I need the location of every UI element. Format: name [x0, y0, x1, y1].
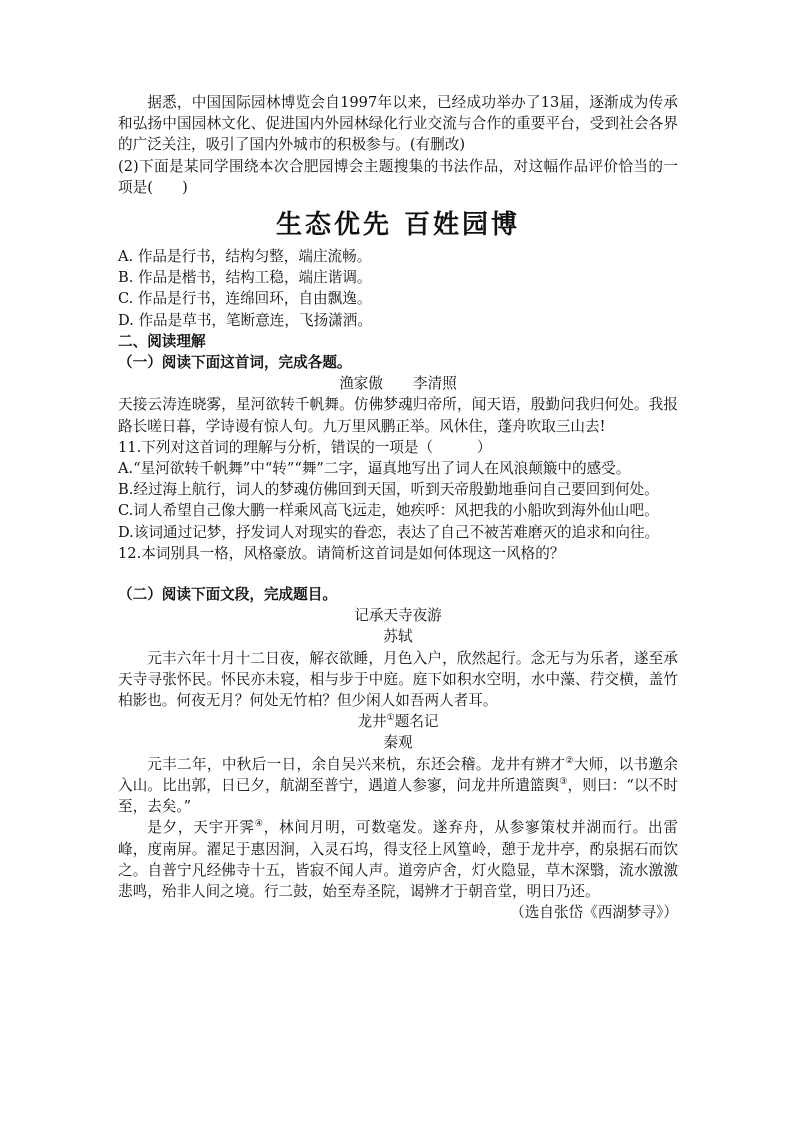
- intro-paragraph: 据悉，中国国际园林博览会自1997年以来，已经成功举办了13届，逐渐成为传承和弘扬中国园林文化、促进国内外园林绿化行业交流与合作的重要平台，受到社会各界的广泛关注，吸引了国内外城市的积极参与。(有删改): [118, 94, 678, 154]
- text2-p2-a: 是夕，天宇开霁: [147, 819, 255, 837]
- source-citation: （选自张岱《西湖梦寻》）: [510, 904, 678, 922]
- footnote-marker-1: ①: [386, 713, 395, 724]
- text2-title-b: 题名记: [394, 713, 439, 731]
- poem-title: 渔家傲: [339, 375, 383, 393]
- question-11: 11.下列对这首词的理解与分析，错误的一项是（ ）: [118, 438, 492, 456]
- text1-title: 记承天寺夜游: [354, 607, 442, 625]
- text2-author: 秦观: [383, 734, 413, 752]
- poem-body: 天接云涛连晓雾，星河欲转千帆舞。仿佛梦魂归帝所，闻天语，殷勤问我归何处。我报路长嗟日暮，学诗谩有惊人句。九万里风鹏正举。风休住，蓬舟吹取三山去!: [118, 396, 678, 435]
- part2-heading: （二）阅读下面文段，完成题目。: [118, 586, 337, 604]
- q11-option-c: C.词人希望自己像大鹏一样乘风高飞远走，她疾呼：风把我的小船吹到海外仙山吧。: [118, 502, 659, 520]
- text2-paragraph-1: [118, 754, 678, 818]
- text1-body: 元丰六年十月十二日夜，解衣欲睡，月色入户，欣然起行。念无与为乐者，遂至承天寺寻张怀民。怀民亦未寝，相与步于中庭。庭下如积水空明，水中藻、荇交横，盖竹柏影也。何夜无月？何处无竹柏？但少闲人如吾两人者耳。: [118, 649, 678, 710]
- section-heading: 二、阅读理解: [118, 332, 206, 350]
- q2-option-b: B. 作品是楷书，结构工稳，端庄谐调。: [118, 269, 372, 287]
- poem-title-line: [118, 373, 678, 394]
- footnote-marker-2: ②: [565, 755, 574, 766]
- text2-p1-a: 元丰二年，中秋后一日，余自吴兴来杭，东还会稽。龙井有辨才: [147, 755, 566, 773]
- text2-paragraph-2: [118, 817, 678, 902]
- answer-space: [118, 564, 678, 584]
- q11-option-d: D.该词通过记梦，抒发词人对现实的眷恋，表达了自己不被苦难磨灭的追求和向往。: [118, 523, 660, 541]
- q2-option-c: C. 作品是行书，连绵回环，自由飘逸。: [118, 290, 372, 308]
- footnote-marker-4: ④: [254, 819, 264, 830]
- text2-p2-b: ，林间月明，可数毫发。遂弃舟，从参寥策杖并湖而行。出雷峰，度南屏。濯足于惠因涧，入灵石坞，得支径上风篁岭，憩于龙井亭，酌泉据石而饮之。自普宁凡经佛寺十五，皆寂不闻人声。道旁庐舍，灯火隐显，草木深翳，流水激激悲鸣，殆非人间之境。行二鼓，始至寿圣院，谒辨才于朝音堂，明日乃还。: [118, 819, 678, 900]
- text2-p1-b: 大师，以书邀余入山。比出郭，日已夕，航湖至普宁，遇道人参寥，问龙井所遣篮舆: [118, 755, 678, 794]
- calligraphy-image: 生态优先 百姓园博: [275, 210, 521, 241]
- text1-author: 苏轼: [383, 628, 413, 646]
- text2-title-a: 龙井: [357, 713, 387, 731]
- document-page: [118, 92, 678, 923]
- text2-title: [118, 711, 678, 732]
- q11-option-a: A.“星河欲转千帆舞”中“转”“舞”二字，逼真地写出了词人在风浪颠簸中的感受。: [118, 460, 631, 478]
- question-12: 12.本词别具一格，风格豪放。请简析这首词是如何体现这一风格的？: [118, 544, 565, 562]
- poem-author: 李清照: [413, 375, 457, 393]
- footnote-marker-3: ③: [559, 777, 568, 788]
- q2-option-a: A. 作品是行书，结构匀整，端庄流畅。: [118, 248, 372, 266]
- part1-heading: （一）阅读下面这首词，完成各题。: [118, 354, 352, 372]
- q2-option-d: D. 作品是草书，笔断意连，飞扬潇洒。: [118, 311, 372, 329]
- text2-p1-c: ，则曰：“以不时至，去矣。”: [118, 776, 678, 816]
- question-2: (2)下面是某同学围绕本次合肥园博会主题搜集的书法作品，对这幅作品评价恰当的一项是( ): [118, 157, 678, 196]
- q11-option-b: B.经过海上航行，词人的梦魂仿佛回到天国，听到天帝殷勤地垂问自己要回到何处。: [118, 481, 659, 499]
